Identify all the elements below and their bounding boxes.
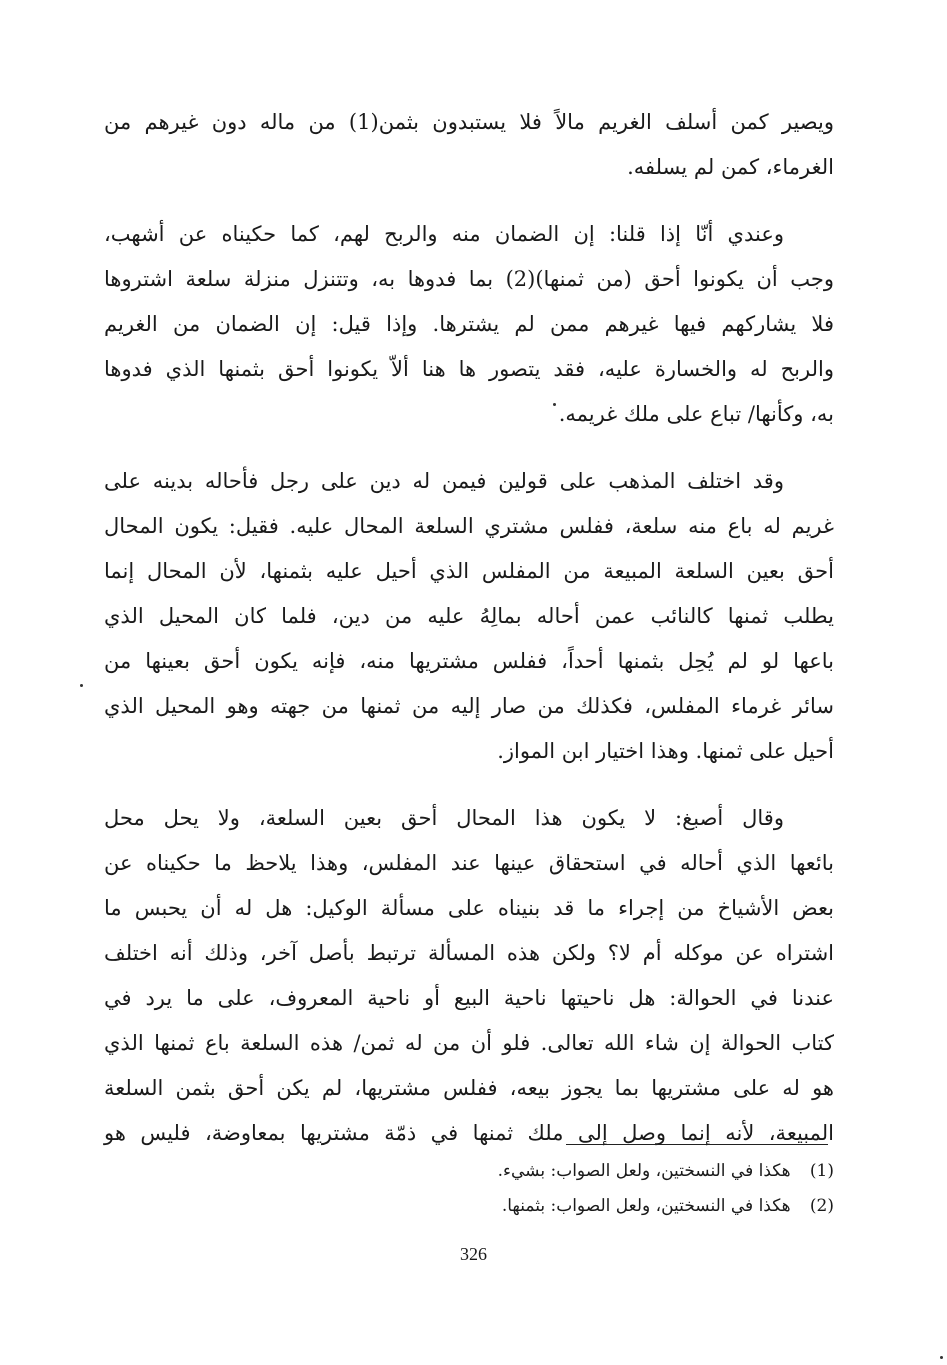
text-line: أحق بعين السلعة المبيعة من المفلس الذي أحيل عليه بثمنها، لأن المحال إنما — [104, 559, 834, 583]
text-line: وعندي أنّا إذا قلنا: إن الضمان منه والربح لهم، كما حكيناه عن أشهب، — [104, 222, 784, 246]
footnote-separator — [566, 1144, 828, 1145]
text-line: هو له على مشتريها بما يجوز بيعه، ففلس مشتريها، لم يكن أحق بثمن السلعة — [104, 1076, 834, 1100]
text-line: وقد اختلف المذهب على قولين فيمن له دين على رجل فأحاله بدينه على — [104, 469, 784, 493]
text-line: اشتراه عن موكله أم لا؟ ولكن هذه المسألة ترتبط بأصل آخر، وذلك أنه اختلف — [104, 941, 834, 965]
paragraph-2 — [104, 212, 834, 437]
text-line: وقال أصبغ: لا يكون هذا المحال أحق بعين السلعة، ولا يحل محل — [104, 806, 784, 830]
paragraph-1 — [104, 100, 834, 190]
footnote-number: (1) — [809, 1161, 834, 1181]
page-number: 326 — [460, 1244, 487, 1264]
paragraph-4 — [104, 796, 834, 1156]
text-line: بائعها الذي أحاله في استحقاق عينها عند المفلس، وهذا يلاحظ ما حكيناه عن — [104, 851, 834, 875]
scan-speck — [80, 684, 83, 687]
scan-speck — [553, 403, 556, 406]
scan-speck — [940, 1356, 943, 1359]
text-line: الغرماء، كمن لم يسلفه. — [627, 155, 834, 179]
text-line: المبيعة، لأنه إنما وصل إلى ملك ثمنها في ذمّة مشتريها بمعاوضة، فليس هو — [104, 1121, 834, 1145]
text-line: والربح له والخسارة عليه، فقد يتصور ها هنا ألاّ يكونوا أحق بثمنها الذي فدوها — [104, 357, 834, 381]
text-line: ويصير كمن أسلف الغريم مالاً فلا يستبدون بثمن(1) من ماله دون غيرهم من — [104, 110, 834, 134]
text-line: وجب أن يكونوا أحق (من ثمنها)(2) بما فدوها به، وتتنزل منزلة سلعة اشتروها — [104, 267, 834, 291]
text-line: أحيل على ثمنها. وهذا اختيار ابن المواز. — [497, 739, 834, 763]
footnote-1 — [104, 1154, 834, 1189]
text-line: يطلب ثمنها كالنائب عمن أحاله بمالِهُ عليه من دين، فلما كان المحيل الذي — [104, 604, 834, 628]
page-body — [104, 100, 834, 1156]
footnote-2 — [104, 1189, 834, 1224]
text-line: به، وكأنها/ تباع على ملك غريمه. — [558, 402, 834, 426]
paragraph-3 — [104, 459, 834, 774]
text-line: باعها لو لم يُحِل بثمنها أحداً، ففلس مشتريها منه، فإنه يكون أحق بعينها من — [104, 649, 834, 673]
text-line: بعض الأشياخ من إجراء ما قد بنيناه على مسألة الوكيل: هل له أن يحبس ما — [104, 896, 834, 920]
text-line: سائر غرماء المفلس، فكذلك من صار إليه من ثمنها من جهته وهو المحيل الذي — [104, 694, 834, 718]
footnote-text: هكذا في النسختين، ولعل الصواب: بثمنها. — [501, 1196, 791, 1216]
footnote-text: هكذا في النسختين، ولعل الصواب: بشيء. — [497, 1161, 791, 1181]
text-line: عندنا في الحوالة: هل ناحيتها ناحية البيع أو ناحية المعروف، على ما يرد في — [104, 986, 834, 1010]
text-line: غريم له باع منه سلعة، ففلس مشتري السلعة المحال عليه. فقيل: يكون المحال — [104, 514, 834, 538]
text-line: كتاب الحوالة إن شاء الله تعالى. فلو أن من له ثمن/ هذه السلعة باع ثمنها الذي — [104, 1031, 834, 1055]
footnotes — [104, 1154, 834, 1224]
footnote-number: (2) — [809, 1196, 834, 1216]
text-line: فلا يشاركهم فيها غيرهم ممن لم يشترها. وإذا قيل: إن الضمان من الغريم — [104, 312, 834, 336]
